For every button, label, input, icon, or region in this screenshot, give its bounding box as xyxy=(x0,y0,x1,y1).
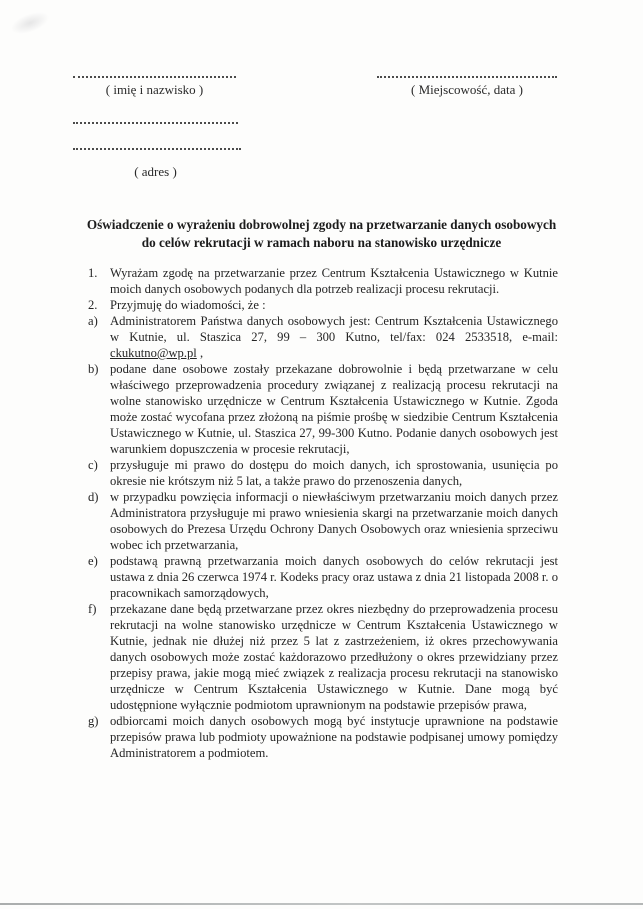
sub-item-g xyxy=(88,713,558,761)
sub-item-marker: d) xyxy=(88,490,99,504)
sub-item-text-after-email: , xyxy=(196,346,204,360)
statement-text: Wyrażam zgodę na przetwarzanie przez Centrum Kształcenia Ustawicznego w Kutnie moich danych osobowych podanych dla potrzeb realizacji procesu rekrutacji. xyxy=(110,266,558,296)
statement-text: Przyjmuję do wiadomości, że : xyxy=(110,298,266,312)
scan-smudge xyxy=(8,8,52,39)
scan-bottom-edge xyxy=(0,903,643,905)
statement-item-1 xyxy=(88,265,558,297)
sub-item-e xyxy=(88,553,558,601)
sub-item-marker: g) xyxy=(88,714,99,728)
statement-item-2 xyxy=(88,297,558,313)
sub-item-f xyxy=(88,601,558,713)
sub-item-text xyxy=(110,313,558,361)
sub-item-marker: c) xyxy=(88,458,98,472)
address-fill-line-2 xyxy=(73,148,241,150)
address-field-label: ( adres ) xyxy=(134,164,177,179)
statements-list xyxy=(88,265,558,761)
sub-item-text: przysługuje mi prawo do dostępu do moich danych, ich sprostowania, usunięcia po okresie nie krótszym niż 5 lat, a także prawo do przenoszenia danych, xyxy=(110,458,558,488)
sub-item-b xyxy=(88,361,558,457)
sub-item-c xyxy=(88,457,558,489)
document-title xyxy=(40,216,603,252)
sub-item-text: podane dane osobowe zostały przekazane dobrowolnie i będą przetwarzane w celu właściwego przeprowadzenia procedury związanej z realizacją procesu rekrutacji na wolne stanowisko urzędnicze w Centrum Kształcenia Ustawicznego w Kutnie. Zgoda może zostać wycofana przez złożoną na piśmie prośbę w siedzibie Centrum Kształcenia Ustawicznego w Kutnie, ul. Staszica 27, 99-300 Kutno. Podanie danych osobowych jest warunkiem dopuszczenia w procesie rekrutacji, xyxy=(110,362,558,456)
name-field-label: ( imię i nazwisko ) xyxy=(105,82,204,97)
document-title-line2: do celów rekrutacji w ramach naboru na stanowisko urzędnicze xyxy=(141,235,502,250)
sub-item-marker: f) xyxy=(88,602,97,616)
address-fill-line-1 xyxy=(73,122,238,124)
email-address: ckukutno@wp.pl xyxy=(110,346,197,360)
sub-item-text: w przypadku powzięcia informacji o niewłaściwym przetwarzaniu moich danych przez Administratora przysługuje mi prawo wniesienia skargi na przetwarzanie moich danych osobowych do Prezesa Urzędu Ochrony Danych Osobowych oraz wniesienia sprzeciwu wobec ich przetwarzania, xyxy=(110,490,558,552)
statement-marker: 2. xyxy=(88,298,98,312)
sub-item-marker: a) xyxy=(88,314,98,328)
name-fill-line xyxy=(73,76,236,78)
sub-item-a xyxy=(88,313,558,361)
sub-item-text: przekazane dane będą przetwarzane przez okres niezbędny do przeprowadzenia procesu rekrutacji na wolne stanowisko urzędnicze w Centrum Kształcenia Ustawicznego w Kutnie, jednak nie dłużej niż przez 5 lat z zastrzeżeniem, iż okres przechowywania danych osobowych może zostać każdorazowo przedłużony o okres przewidziany przez przepisy prawa, jakie mogą mieć związek z realizacja procesu rekrutacji na stanowisko urzędnicze w Centrum Kształcenia Ustawicznego w Kutnie. Dane mogą być udostępnione wyłącznie podmiotom uprawnionym na podstawie przepisów prawa, xyxy=(110,602,558,712)
place-date-fill-line xyxy=(377,76,557,78)
document-title-line1: Oświadczenie o wyrażeniu dobrowolnej zgody na przetwarzanie danych osobowych xyxy=(86,217,557,232)
place-date-field-label: ( Miejscowość, data ) xyxy=(411,82,523,97)
sub-item-text: odbiorcami moich danych osobowych mogą być instytucje uprawnione na podstawie przepisów prawa lub podmioty upoważnione na podstawie podpisanej umowy pomiędzy Administratorem a podmiotem. xyxy=(110,714,558,760)
sub-item-text: podstawą prawną przetwarzania moich danych osobowych do celów rekrutacji jest ustawa z dnia 26 czerwca 1974 r. Kodeks pracy oraz ustawa z dnia 21 listopada 2008 r. o pracownikach samorządowych, xyxy=(110,554,558,600)
statement-marker: 1. xyxy=(88,266,98,280)
sub-item-marker: e) xyxy=(88,554,98,568)
sub-item-marker: b) xyxy=(88,362,99,376)
sub-item-d xyxy=(88,489,558,553)
sub-item-text-before-email: Administratorem Państwa danych osobowych jest: Centrum Kształcenia Ustawicznego w Kutnie, ul. Staszica 27, 99 – 300 Kutno, tel/fax: 024 2533518, e-mail: xyxy=(110,314,558,344)
